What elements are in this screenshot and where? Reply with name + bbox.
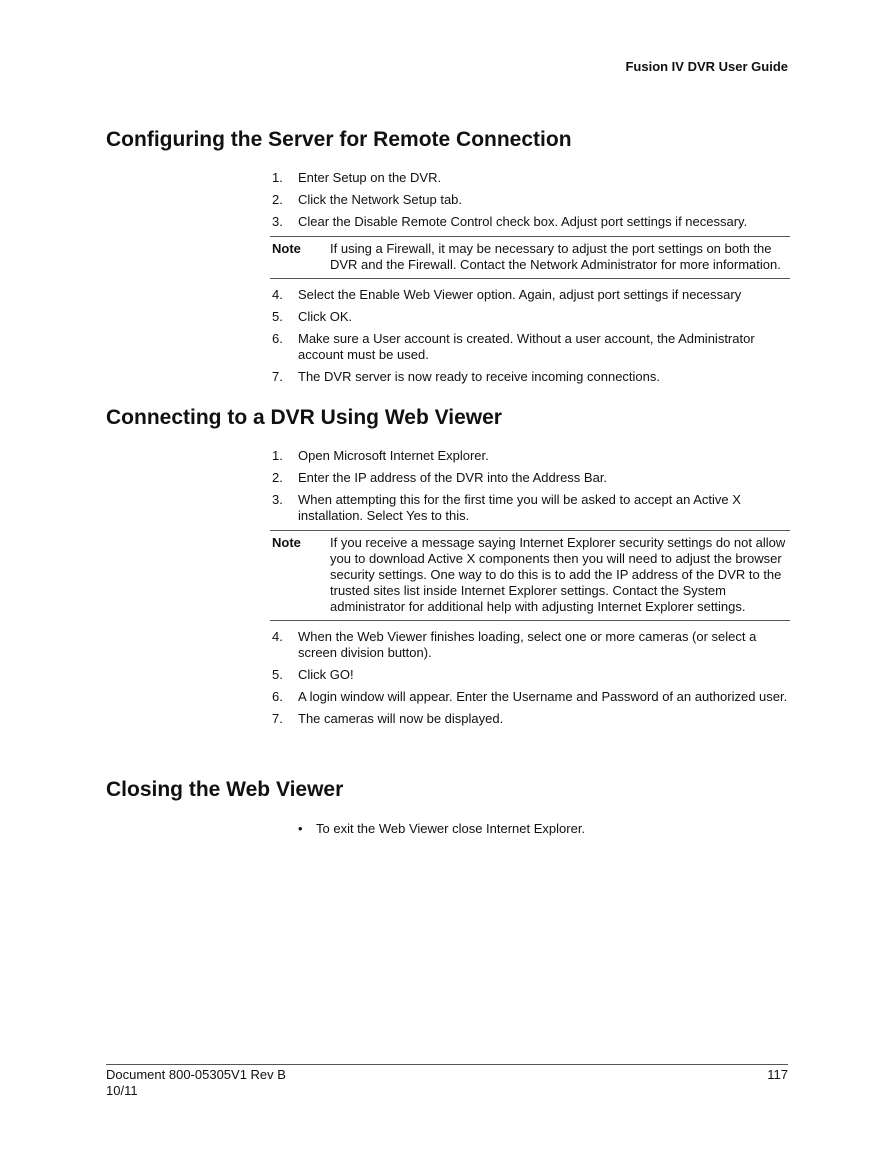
- step-number: 1.: [272, 448, 283, 463]
- step-item: [270, 492, 790, 524]
- step-item: [270, 192, 790, 208]
- step-text: When the Web Viewer finishes loading, select one or more cameras (or select a screen division button).: [298, 629, 757, 660]
- step-number: 1.: [272, 170, 283, 185]
- step-number: 3.: [272, 492, 283, 507]
- step-text: Enter the IP address of the DVR into the Address Bar.: [298, 470, 608, 485]
- step-item: [270, 667, 790, 683]
- section-connecting-web-viewer: [106, 405, 790, 733]
- step-text: Clear the Disable Remote Control check box. Adjust port settings if necessary.: [298, 214, 748, 229]
- note-label: Note: [272, 535, 301, 550]
- step-number: 6.: [272, 331, 283, 346]
- step-number: 7.: [272, 711, 283, 726]
- step-item: [270, 309, 790, 325]
- footer-document-id: Document 800-05305V1 Rev B: [106, 1067, 286, 1082]
- note-box: [270, 236, 790, 279]
- step-text: When attempting this for the first time you will be asked to accept an Active X installation. Select Yes to this.: [298, 492, 741, 523]
- step-item: [270, 214, 790, 230]
- step-text: A login window will appear. Enter the Username and Password of an authorized user.: [298, 689, 788, 704]
- section-closing-web-viewer: [106, 777, 790, 837]
- step-number: 7.: [272, 369, 283, 384]
- step-number: 6.: [272, 689, 283, 704]
- bullet-text: To exit the Web Viewer close Internet Explorer.: [316, 821, 586, 836]
- step-text: Enter Setup on the DVR.: [298, 170, 442, 185]
- step-number: 3.: [272, 214, 283, 229]
- section-title: Configuring the Server for Remote Connection: [106, 128, 572, 151]
- step-item: [270, 448, 790, 464]
- step-text: Click the Network Setup tab.: [298, 192, 463, 207]
- note-label: Note: [272, 241, 301, 256]
- section-title: Closing the Web Viewer: [106, 778, 344, 801]
- step-item: [270, 369, 790, 385]
- step-item: [270, 170, 790, 186]
- running-header: Fusion IV DVR User Guide: [625, 59, 788, 74]
- step-item: [270, 629, 790, 661]
- step-text: Make sure a User account is created. Without a user account, the Administrator account must be used.: [298, 331, 755, 362]
- step-text: Click GO!: [298, 667, 354, 682]
- page-footer: [106, 1064, 788, 1099]
- step-text: The DVR server is now ready to receive incoming connections.: [298, 369, 660, 384]
- step-number: 2.: [272, 470, 283, 485]
- section-body: [270, 821, 790, 837]
- section-title: Connecting to a DVR Using Web Viewer: [106, 406, 502, 429]
- step-text: Open Microsoft Internet Explorer.: [298, 448, 489, 463]
- step-number: 4.: [272, 629, 283, 644]
- step-item: [270, 711, 790, 727]
- step-number: 5.: [272, 667, 283, 682]
- footer-date: 10/11: [106, 1083, 138, 1098]
- step-text: Select the Enable Web Viewer option. Again, adjust port settings if necessary: [298, 287, 742, 302]
- step-item: [270, 470, 790, 486]
- bullet-item: [298, 821, 790, 837]
- step-item: [270, 689, 790, 705]
- step-number: 4.: [272, 287, 283, 302]
- bullet-mark: •: [298, 821, 303, 836]
- step-number: 2.: [272, 192, 283, 207]
- note-text: If you receive a message saying Internet Explorer security settings do not allow you to download Active X components then you will need to adjust the browser security settings. One way to do this is to add the IP address of the DVR to the trusted sites list inside Internet Explorer settings. Contact the System administrator for additional help with adjusting Internet Explorer settings.: [330, 535, 786, 614]
- section-configuring-server: [106, 127, 790, 391]
- step-number: 5.: [272, 309, 283, 324]
- note-text: If using a Firewall, it may be necessary to adjust the port settings on both the DVR and the Firewall. Contact the Network Administrator for more information.: [330, 241, 781, 272]
- step-text: Click OK.: [298, 309, 353, 324]
- section-body: [270, 448, 790, 727]
- step-item: [270, 287, 790, 303]
- section-body: [270, 170, 790, 385]
- step-text: The cameras will now be displayed.: [298, 711, 504, 726]
- step-item: [270, 331, 790, 363]
- note-box: [270, 530, 790, 621]
- page-number: 117: [767, 1067, 788, 1082]
